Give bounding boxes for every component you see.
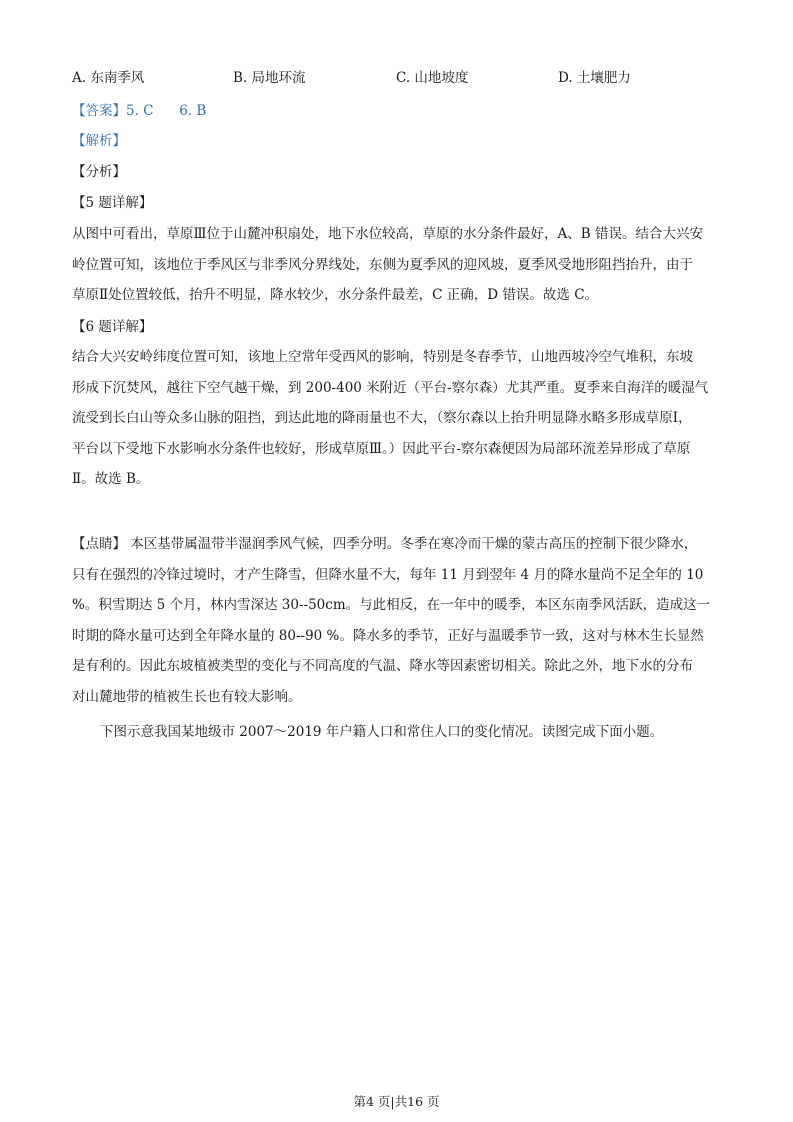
q6-line: 平台以下受地下水影响水分条件也较好，形成草原Ⅲ。）因此平台-察尔森便因为局部环流差异形成了草原 [72, 440, 691, 457]
answer-line [72, 99, 206, 119]
q6-line: 流受到长白山等众多山脉的阻挡，到达此地的降雨量也不大，（察尔森以上抬升明显降水略多形成草原Ⅰ， [72, 410, 692, 426]
q5-line: 从图中可看出，草原Ⅲ位于山麓冲积扇处，地下水位较高，草原的水分条件最好，A、B 错误。结合大兴安 [72, 226, 703, 242]
answer-label: 【答案】 [72, 103, 126, 119]
q5-explanation [72, 219, 722, 311]
option-c: C. 山地坡度 [396, 70, 469, 86]
dianjing-paragraph [72, 529, 722, 712]
figure-caption: 下图示意我国某地级市 2007～2019 年户籍人口和常住人口的变化情况。读图完成下面小题。 [100, 724, 664, 740]
option-a: A. 东南季风 [72, 70, 145, 86]
q5-title: 【5 题详解】 [72, 195, 153, 211]
fenxi-label: 【分析】 [72, 164, 126, 180]
dianjing-line: 对山麓地带的植被生长也有较大影响。 [72, 688, 302, 705]
q6-explanation [72, 342, 722, 495]
analysis-label: 【解析】 [72, 133, 126, 149]
q6-line: 结合大兴安岭纬度位置可知，该地上空常年受西风的影响，特别是冬春季节，山地西坡冷空气堆积，东坡 [72, 349, 693, 365]
option-d: D. 土壤肥力 [558, 70, 631, 86]
q6-title: 【6 题详解】 [72, 319, 153, 335]
q5-line: 岭位置可知，该地位于季风区与非季风分界线处，东侧为夏季风的迎风坡，夏季风受地形阻挡抬升，由于 [72, 256, 693, 273]
dianjing-line: 时期的降水量可达到全年降水量的 80--90 %。降水多的季节，正好与温暖季节一致，这对与林木生长显然 [72, 627, 704, 644]
answer-options [72, 66, 732, 86]
option-b: B. 局地环流 [233, 70, 306, 86]
page-footer: 第4 页|共16 页 [353, 1094, 440, 1109]
q6-line: 形成下沉焚风，越往下空气越干燥，到 200-400 米附近（平台-察尔森）尤其严重。夏季来自海洋的暖湿气 [72, 379, 709, 396]
answer-value: 5. C 6. B [126, 103, 207, 119]
q6-line: Ⅱ。故选 B。 [72, 471, 150, 487]
dianjing-line: 是有利的。因此东坡植被类型的变化与不同高度的气温、降水等因素密切相关。除此之外，地下水的分布 [72, 658, 693, 674]
dianjing-line: %。积雪期达 5 个月，林内雪深达 30--50cm。与此相反，在一年中的暖季，本区东南季风活跃，造成这一 [72, 597, 711, 613]
dianjing-line: 【点睛】 本区基带属温带半湿润季风气候，四季分明。冬季在寒冷而干燥的蒙古高压的控制下很少降水， [72, 536, 698, 552]
dianjing-line: 只有在强烈的冷锋过境时，才产生降雪，但降水量不大，每年 11 月到翌年 4 月的降水量尚不足全年的 10 [72, 566, 704, 583]
q5-line: 草原Ⅱ处位置较低，抬升不明显，降水较少，水分条件最差，C 正确，D 错误。故选 C。 [72, 287, 599, 303]
